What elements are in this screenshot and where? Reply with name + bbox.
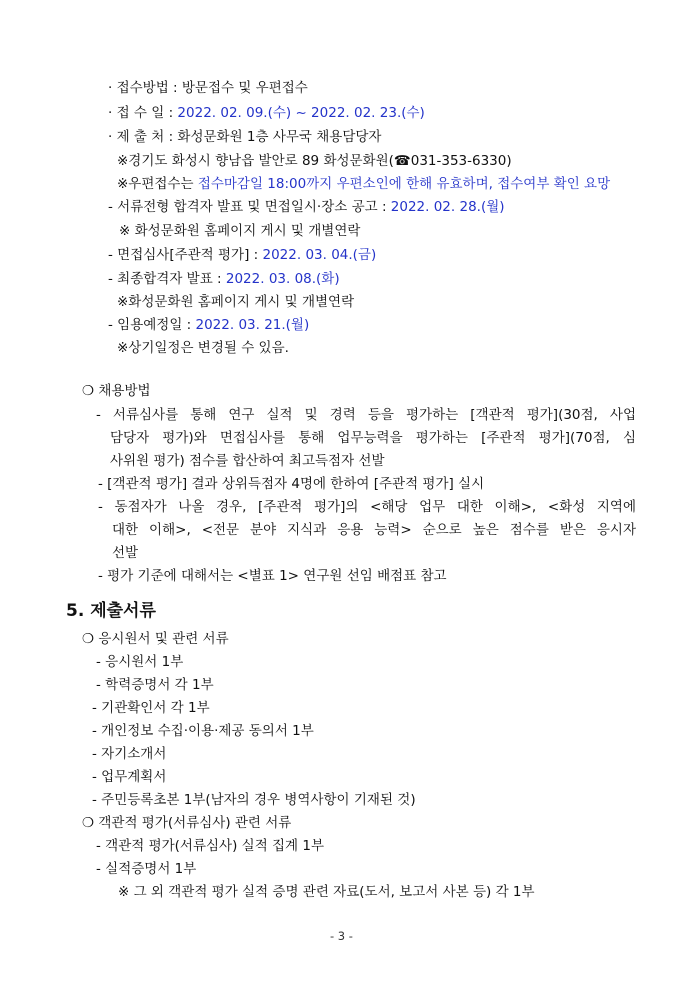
- address-note: ※경기도 화성시 향남읍 발안로 89 화성문화원(☎031-353-6330): [117, 153, 512, 169]
- doc-result-value: 2022. 02. 28.(월): [390, 199, 505, 215]
- method-line-3: 사위원 평가) 점수를 합산하여 최고득점자 선발: [110, 453, 385, 469]
- method-line-2: 담당자 평가)와 면접심사를 통해 업무능력을 평가하는 [주관적 평가](70점, 심: [110, 430, 636, 446]
- receipt-period-value: 2022. 02. 09.(수) ~ 2022. 02. 23.(수): [177, 105, 425, 121]
- receipt-period-label: · 접 수 일 :: [108, 105, 178, 121]
- method-line-8: - 평가 기준에 대해서는 <별표 1> 연구원 선임 배점표 참고: [98, 568, 447, 584]
- list-item: - 실적증명서 1부: [96, 861, 197, 877]
- list-item: - 주민등록초본 1부(남자의 경우 병역사항이 기재된 것): [92, 792, 416, 808]
- final-result-label: - 최종합격자 발표 :: [108, 271, 226, 287]
- method-line-6: 대한 이해>, <전문 분야 지식과 응용 능력> 순으로 높은 점수를 받은 응시자: [112, 522, 636, 538]
- method-line-5: - 동점자가 나올 경우, [주관적 평가]의 <해당 업무 대한 이해>, <화성 지역에: [98, 499, 636, 515]
- submit-place: · 제 출 처 : 화성문화원 1층 사무국 채용담당자: [108, 129, 382, 145]
- postal-note: [117, 174, 610, 194]
- doc-result-note: ※ 화성문화원 홈페이지 게시 및 개별연락: [119, 223, 361, 239]
- doc-result: [108, 197, 505, 217]
- appointment: [108, 315, 309, 335]
- method-heading: ❍ 채용방법: [82, 383, 151, 399]
- final-result-note: ※화성문화원 홈페이지 게시 및 개별연락: [117, 294, 355, 310]
- list-item: - 기관확인서 각 1부: [92, 700, 210, 716]
- section-5-title: 5. 제출서류: [66, 601, 156, 621]
- method-line-1: - 서류심사를 통해 연구 실적 및 경력 등을 평가하는 [객관적 평가](30점, 사업: [96, 407, 636, 423]
- receipt-method: · 접수방법 : 방문접수 및 우편접수: [108, 80, 308, 96]
- list-item: - 업무계획서: [92, 769, 167, 785]
- interview-label: - 면접심사[주관적 평가] :: [108, 247, 263, 263]
- list-item: - 객관적 평가(서류심사) 실적 집계 1부: [96, 838, 325, 854]
- doc-result-label: - 서류전형 합격자 발표 및 면접일시·장소 공고 :: [108, 199, 391, 215]
- appointment-label: - 임용예정일 :: [108, 317, 196, 333]
- appointment-value: 2022. 03. 21.(월): [195, 317, 310, 333]
- final-result-value: 2022. 03. 08.(화): [225, 271, 340, 287]
- group2-note: ※ 그 외 객관적 평가 실적 증명 관련 자료(도서, 보고서 사본 등) 각 1부: [118, 884, 535, 900]
- method-line-7: 선발: [112, 545, 139, 561]
- receipt-period: [108, 103, 425, 123]
- page-number: - 3 -: [330, 929, 353, 943]
- list-item: - 개인정보 수집·이용·제공 동의서 1부: [92, 723, 314, 739]
- list-item: - 응시원서 1부: [96, 654, 184, 670]
- interview: [108, 245, 376, 265]
- method-line-4: - [객관적 평가] 결과 상위득점자 4명에 한하여 [주관적 평가] 실시: [98, 476, 485, 492]
- list-item: - 학력증명서 각 1부: [96, 677, 214, 693]
- postal-note-prefix: ※우편접수는: [117, 176, 198, 192]
- postal-note-text: 접수마감일 18:00까지 우편소인에 한해 유효하며, 접수여부 확인 요망: [197, 176, 611, 192]
- group1-heading: ❍ 응시원서 및 관련 서류: [82, 631, 229, 647]
- final-result: [108, 269, 340, 289]
- list-item: - 자기소개서: [92, 746, 167, 762]
- group2-heading: ❍ 객관적 평가(서류심사) 관련 서류: [82, 815, 292, 831]
- schedule-change-note: ※상기일정은 변경될 수 있음.: [117, 340, 289, 356]
- interview-value: 2022. 03. 04.(금): [262, 247, 377, 263]
